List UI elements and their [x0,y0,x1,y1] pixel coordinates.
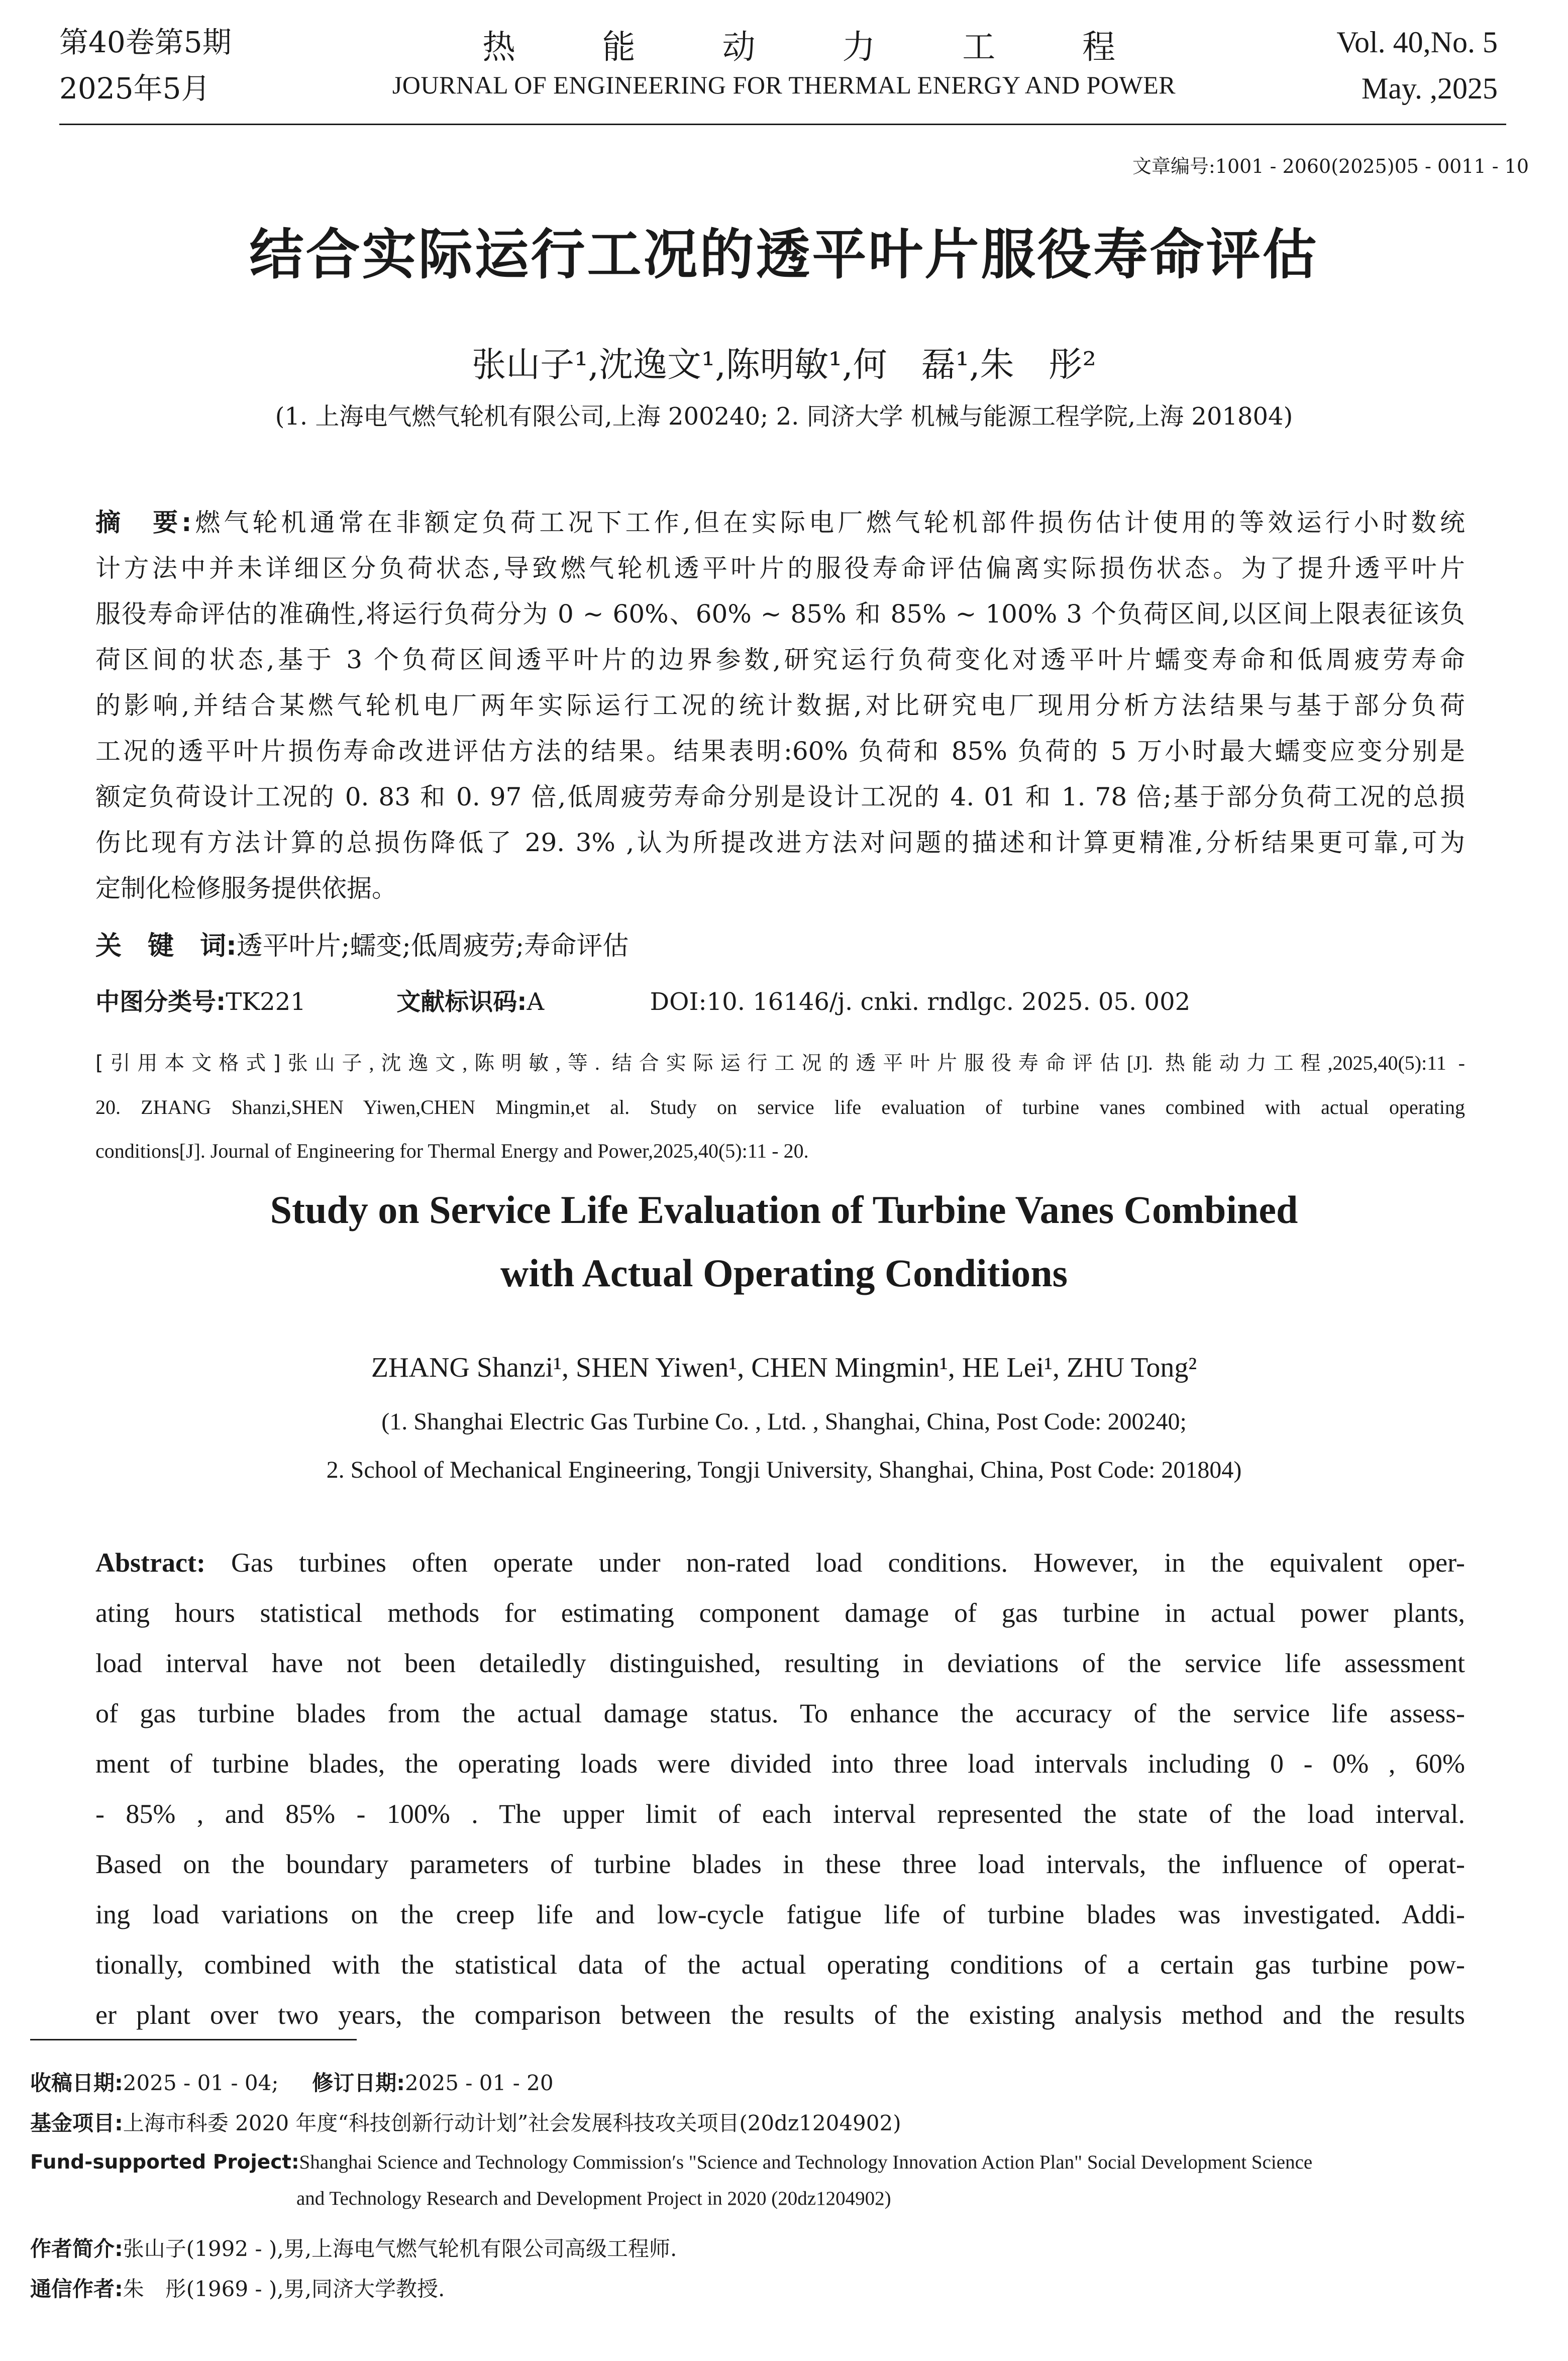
citation-line: conditions[J]. Journal of Engineering for Thermal Energy and Power,2025,40(5):11 - 20. [95,1140,809,1162]
journal-issue-en [1336,19,1498,112]
affiliations-cn: (1. 上海电气燃气轮机有限公司,上海 200240; 2. 同济大学 机械与能源工程学院,上海 201804) [275,402,1293,431]
abstract-en-line: Based on the boundary parameters of turbine blades in these three load intervals, the influence of operat- [95,1849,1465,1879]
keywords-cn [95,925,629,962]
citation-line: 20. ZHANG Shanzi,SHEN Yiwen,CHEN Mingmin,et al. Study on service life evaluation of turbine vanes combined with actual operating [95,1096,1465,1118]
journal-char: 力 [842,28,876,66]
footnote-rule [30,2039,357,2040]
article-number: 文章编号:1001 - 2060(2025)05 - 0011 - 10 [1132,155,1529,177]
clc-value: TK221 [226,988,306,1016]
abstract-cn-line: 的影响,并结合某燃气轮机电厂两年实际运行工况的统计数据,对比研究电厂现用分析方法结果与基于部分负荷 [95,691,1465,720]
author-bio [30,2231,1537,2267]
citation-line: [引用本文格式]张山子,沈逸文,陈明敏,等. 结合实际运行工况的透平叶片服役寿命评估[J]. 热能动力工程,2025,40(5):11 - [95,1052,1465,1075]
abstract-en-line: Abstract: Gas turbines often operate under non-rated load conditions. However, in the equivalent oper- [95,1548,1465,1578]
revised-value: 2025 - 01 - 20 [405,2071,554,2095]
header-rule [59,124,1506,125]
abstract-cn-line: 伤比现有方法计算的总损伤降低了 29. 3% ,认为所提改进方法对问题的描述和计算更精准,分析结果更可靠,可为 [95,828,1465,857]
abstract-en-line: of gas turbine blades from the actual damage status. To enhance the accuracy of the service life assess- [95,1698,1465,1728]
authors-cn: 张山子¹,沈逸文¹,陈明敏¹,何 磊¹,朱 彤² [472,345,1096,385]
abstract-cn-line: 服役寿命评估的准确性,将运行负荷分为 0 ~ 60%、60% ~ 85% 和 85% ~ 100% 3 个负荷区间,以区间上限表征该负 [95,599,1465,629]
abstract-en-line: ating hours statistical methods for estimating component damage of gas turbine in actual power plants, [95,1598,1465,1628]
classification-row [95,982,1190,1017]
affiliation-en-line: (1. Shanghai Electric Gas Turbine Co. , Ltd. , Shanghai, China, Post Code: 200240; [381,1408,1187,1435]
abstract-cn [95,500,1465,911]
journal-name-cn [482,20,1115,68]
keywords-value: 透平叶片;蠕变;低周疲劳;寿命评估 [236,931,629,961]
corresponding-label: 通信作者: [30,2277,123,2301]
fund-en-value: Shanghai Science and Technology Commission′s "Science and Technology Innovation Action Plan" Social Development Science [299,2151,1313,2173]
received-label: 收稿日期: [30,2071,123,2095]
journal-char: 能 [602,28,636,66]
revised-label: 修订日期: [312,2071,405,2095]
fund-en [30,2144,1537,2217]
abstract-en-line: ing load variations on the creep life and low-cycle fatigue life of turbine blades was investigated. Addi- [95,1899,1465,1929]
volume-issue-cn: 第40卷第5期 [59,25,232,59]
abstract-cn-line: 摘 要:燃气轮机通常在非额定负荷工况下工作,但在实际电厂燃气轮机部件损伤估计使用的等效运行小时数统 [95,508,1465,537]
abstract-cn-line: 定制化检修服务提供依据。 [95,874,397,903]
date-en: May. ,2025 [1361,72,1498,105]
fund-cn [30,2105,1537,2141]
author-bio-value: 张山子(1992 - ),男,上海电气燃气轮机有限公司高级工程师. [123,2236,677,2261]
corresponding-value: 朱 彤(1969 - ),男,同济大学教授. [123,2277,445,2301]
abstract-cn-line: 计方法中并未详细区分负荷状态,导致燃气轮机透平叶片的服役寿命评估偏离实际损伤状态。为了提升透平叶片 [95,554,1465,583]
abstract-cn-line: 荷区间的状态,基于 3 个负荷区间透平叶片的边界参数,研究运行负荷变化对透平叶片蠕变寿命和低周疲劳寿命 [95,645,1465,674]
title-en-line: with Actual Operating Conditions [500,1251,1068,1295]
keywords-label: 关 键 词: [95,931,237,961]
abstract-cn-line: 工况的透平叶片损伤寿命改进评估方法的结果。结果表明:60% 负荷和 85% 负荷的 5 万小时最大蠕变应变分别是 [95,737,1465,766]
fund-en-value-cont: and Technology Research and Development Project in 2020 (20dz1204902) [296,2188,891,2209]
abstract-en-line: load interval have not been detailedly distinguished, resulting in deviations of the service life assessment [95,1648,1465,1678]
clc-label: 中图分类号: [95,988,226,1016]
journal-char: 动 [722,28,756,66]
abstract-cn-label: 摘 要: [95,508,192,537]
authors-en: ZHANG Shanzi¹, SHEN Yiwen¹, CHEN Mingmin¹, HE Lei¹, ZHU Tong² [371,1352,1197,1383]
journal-char: 工 [962,28,996,66]
abstract-en-line: ment of turbine blades, the operating loads were divided into three load intervals including 0 - 0% , 60% [95,1749,1465,1779]
citation [95,1041,1465,1173]
author-bio-label: 作者简介: [30,2236,123,2261]
affiliations-en [0,1398,1568,1494]
doi: DOI:10. 16146/j. cnki. rndlgc. 2025. 05. 002 [650,988,1191,1016]
received-dates [30,2065,1537,2101]
abstract-en-line: - 85% , and 85% - 100% . The upper limit of each interval represented the state of the load interval. [95,1799,1465,1829]
journal-name-en: JOURNAL OF ENGINEERING FOR THERMAL ENERGY AND POWER [392,71,1176,99]
abstract-en [95,1537,1465,2040]
fund-cn-value: 上海市科委 2020 年度“科技创新行动计划”社会发展科技攻关项目(20dz1204902) [123,2111,901,2135]
date-cn: 2025年5月 [59,71,211,106]
affiliation-en-line: 2. School of Mechanical Engineering, Tongji University, Shanghai, China, Post Code: 201804) [326,1457,1242,1483]
title-en-line: Study on Service Life Evaluation of Turbine Vanes Combined [270,1188,1298,1231]
doc-code-value: A [527,988,545,1016]
abstract-en-line: tionally, combined with the statistical data of the actual operating conditions of a certain gas turbine pow- [95,1949,1465,1980]
citation-label: [引用本文格式] [95,1052,281,1075]
abstract-cn-line: 额定负荷设计工况的 0. 83 和 0. 97 倍,低周疲劳寿命分别是设计工况的 4. 01 和 1. 78 倍;基于部分负荷工况的总损 [95,782,1465,811]
title-en [0,1178,1568,1305]
doc-code-label: 文献标识码: [396,988,527,1016]
abstract-en-line: er plant over two years, the comparison between the results of the existing analysis method and the results [95,2000,1465,2030]
abstract-en-label: Abstract: [95,1548,205,1578]
journal-char: 程 [1082,28,1115,66]
title-cn: 结合实际运行工况的透平叶片服役寿命评估 [249,224,1319,286]
received-value: 2025 - 01 - 04; [123,2071,279,2095]
fund-en-label: Fund-supported Project: [30,2151,299,2174]
journal-char: 热 [482,28,515,66]
fund-cn-label: 基金项目: [30,2111,123,2135]
corresponding-author [30,2271,1537,2307]
volume-issue-en: Vol. 40,No. 5 [1336,26,1498,59]
